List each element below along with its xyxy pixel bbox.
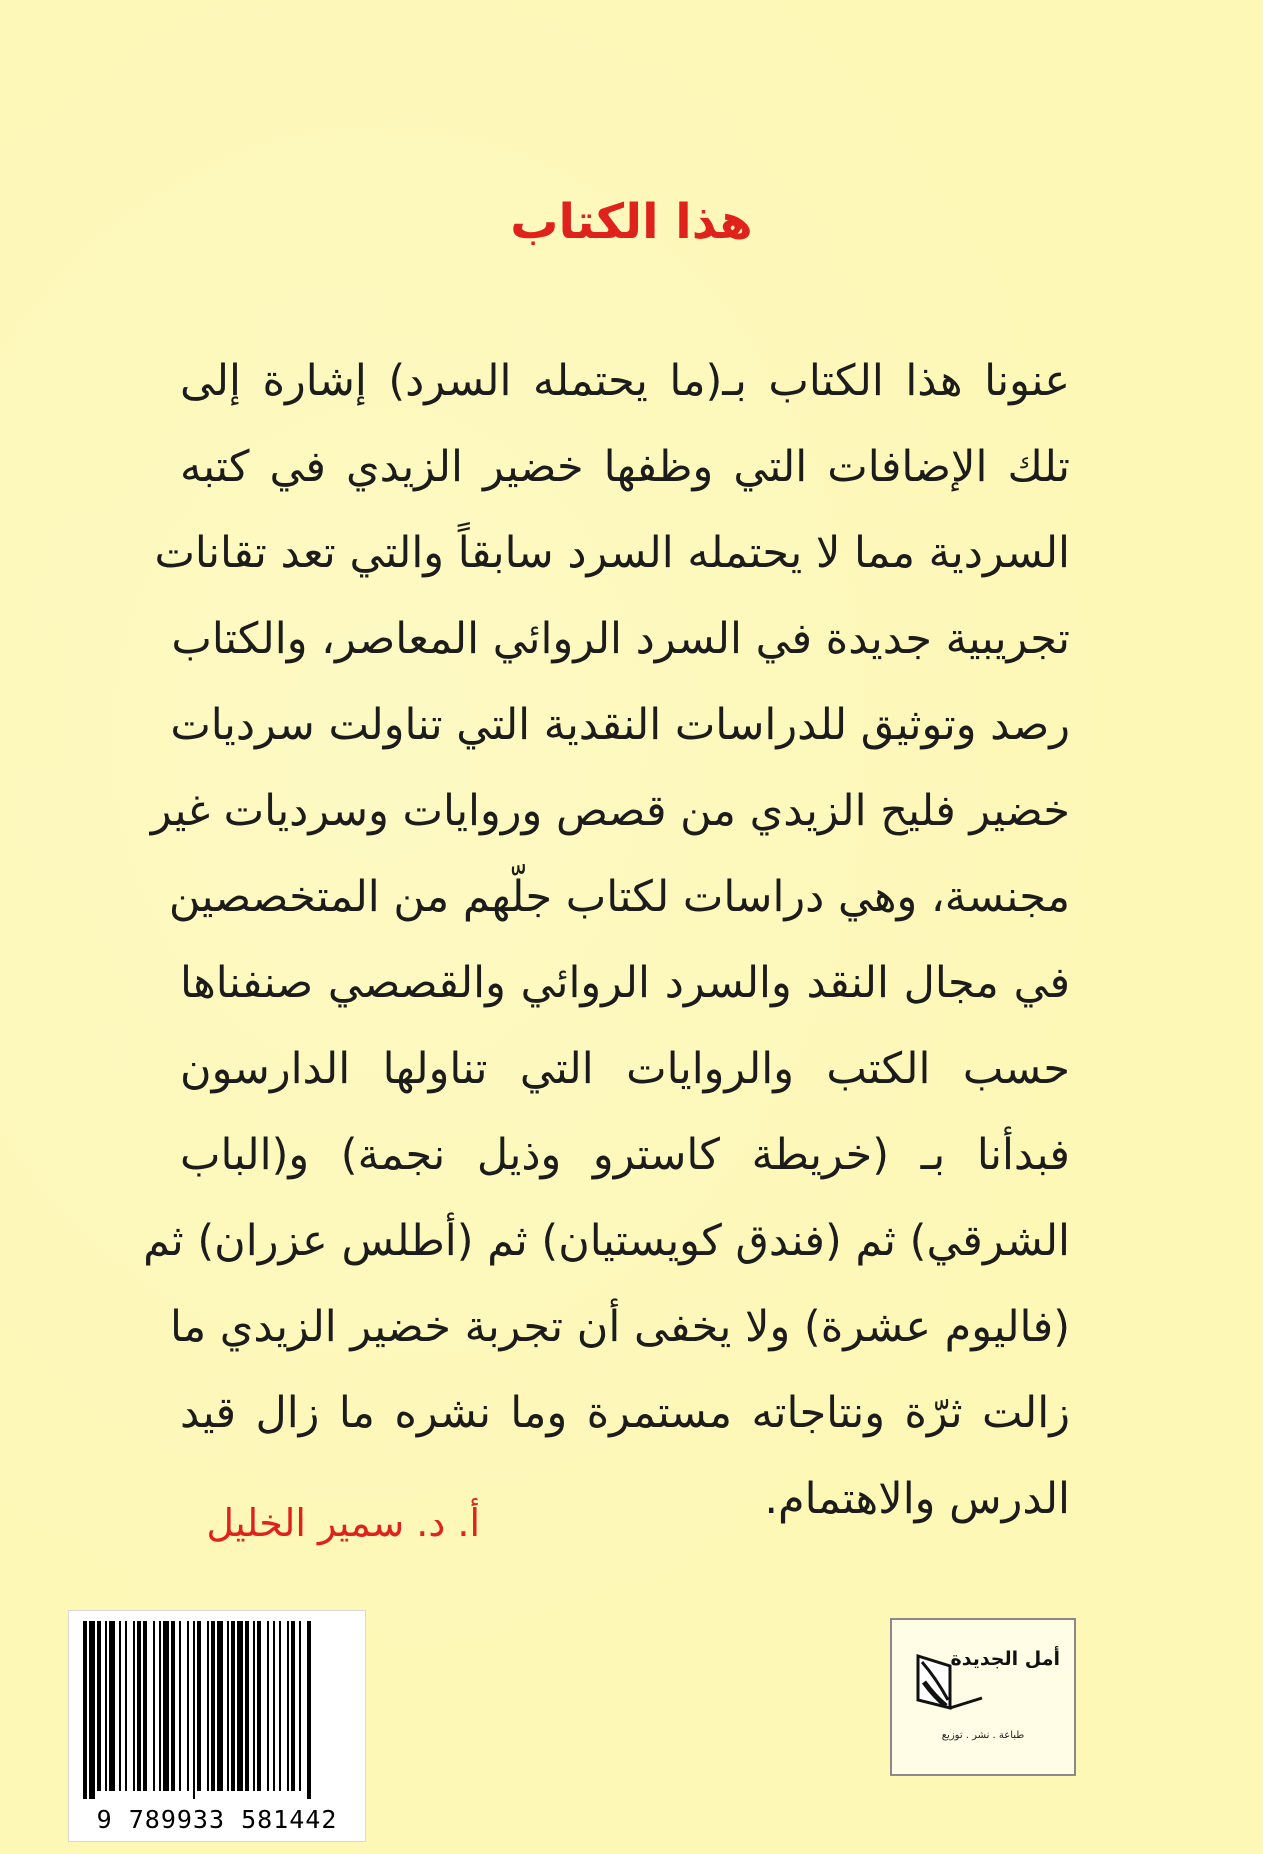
blurb-line: خضير فليح الزيدي من قصص وروايات وسرديات غير bbox=[150, 786, 1070, 836]
blurb-line: رصد وتوثيق للدراسات النقدية التي تناولت سرديات bbox=[170, 700, 1070, 750]
barcode-bar bbox=[171, 1621, 175, 1791]
barcode-icon bbox=[73, 1615, 361, 1801]
barcode-bar bbox=[299, 1621, 301, 1791]
publisher-tagline: طباعة . نشر . توزيع bbox=[941, 1730, 1025, 1741]
barcode-bar bbox=[279, 1621, 281, 1791]
barcode-bar bbox=[245, 1621, 249, 1791]
barcode-bar bbox=[273, 1621, 275, 1791]
cover-title: هذا الكتاب bbox=[510, 194, 753, 250]
blurb-line: تلك الإضافات التي وظفها خضير الزيدي في كتبه bbox=[180, 442, 1070, 492]
barcode-bar bbox=[153, 1621, 155, 1791]
barcode-bar bbox=[253, 1621, 255, 1791]
barcode-bar bbox=[217, 1621, 223, 1791]
blurb-line: حسب الكتب والروايات التي تناولها الدارسون bbox=[180, 1044, 1070, 1094]
barcode-bar bbox=[143, 1621, 147, 1791]
isbn-number: 9 789933 581442 bbox=[96, 1805, 338, 1834]
barcode-bar bbox=[125, 1621, 127, 1791]
blurb-line: في مجال النقد والسرد الروائي والقصصي صنفناها bbox=[180, 958, 1070, 1008]
barcode-bar bbox=[231, 1621, 235, 1791]
barcode-bar bbox=[267, 1621, 269, 1791]
blurb-line: (فاليوم عشرة) ولا يخفى أن تجربة خضير الزيدي ما bbox=[169, 1302, 1070, 1352]
blurb-paragraph bbox=[143, 338, 1070, 1542]
barcode-bar bbox=[207, 1621, 209, 1791]
blurb-line: فبدأنا بـ (خريطة كاسترو وذيل نجمة) و(الباب bbox=[180, 1130, 1070, 1180]
barcode-bar bbox=[227, 1621, 229, 1791]
barcode-bar bbox=[187, 1621, 189, 1791]
barcode-bar bbox=[97, 1621, 101, 1791]
barcode-bar bbox=[291, 1621, 295, 1791]
blurb-line: تجريبية جديدة في السرد الروائي المعاصر، والكتاب bbox=[171, 614, 1070, 664]
barcode-bar bbox=[179, 1621, 181, 1791]
barcode-bar bbox=[109, 1621, 115, 1791]
blurb-line: عنونا هذا الكتاب بـ(ما يحتمله السرد) إشارة إلى bbox=[180, 356, 1070, 406]
barcode-bar bbox=[89, 1621, 95, 1799]
blurb-line: مجنسة، وهي دراسات لكتاب جلّهم من المتخصصين bbox=[168, 872, 1070, 922]
barcode-bar bbox=[197, 1621, 201, 1791]
publisher-logo bbox=[890, 1618, 1076, 1776]
barcode-bar bbox=[163, 1621, 169, 1791]
barcode-bar bbox=[137, 1621, 141, 1791]
blurb-line: الشرقي) ثم (فندق كويستيان) ثم (أطلس عزران) ثم bbox=[143, 1216, 1070, 1266]
barcode-bar bbox=[133, 1621, 135, 1791]
barcode-bar bbox=[237, 1621, 243, 1791]
barcode-bar bbox=[105, 1621, 107, 1791]
author-signature: أ. د. سمير الخليل bbox=[206, 1501, 480, 1545]
barcode-bar bbox=[257, 1621, 261, 1791]
blurb-line: السردية مما لا يحتمله السرد سابقاً والتي تعد تقانات bbox=[154, 528, 1070, 578]
blurb-line: زالت ثرّة ونتاجاته مستمرة وما نشره ما زال قيد bbox=[180, 1388, 1070, 1438]
barcode-bar bbox=[307, 1621, 311, 1799]
barcode-bar bbox=[287, 1621, 289, 1791]
barcode-bar bbox=[211, 1621, 215, 1791]
barcode-bar bbox=[119, 1621, 121, 1791]
publisher-name: أمل الجديدة bbox=[950, 1648, 1060, 1670]
barcode-bar bbox=[159, 1621, 161, 1791]
barcode-bar bbox=[193, 1621, 195, 1799]
barcode-bar bbox=[83, 1621, 87, 1799]
isbn-barcode bbox=[68, 1610, 366, 1842]
blurb-line: الدرس والاهتمام. bbox=[764, 1474, 1070, 1524]
